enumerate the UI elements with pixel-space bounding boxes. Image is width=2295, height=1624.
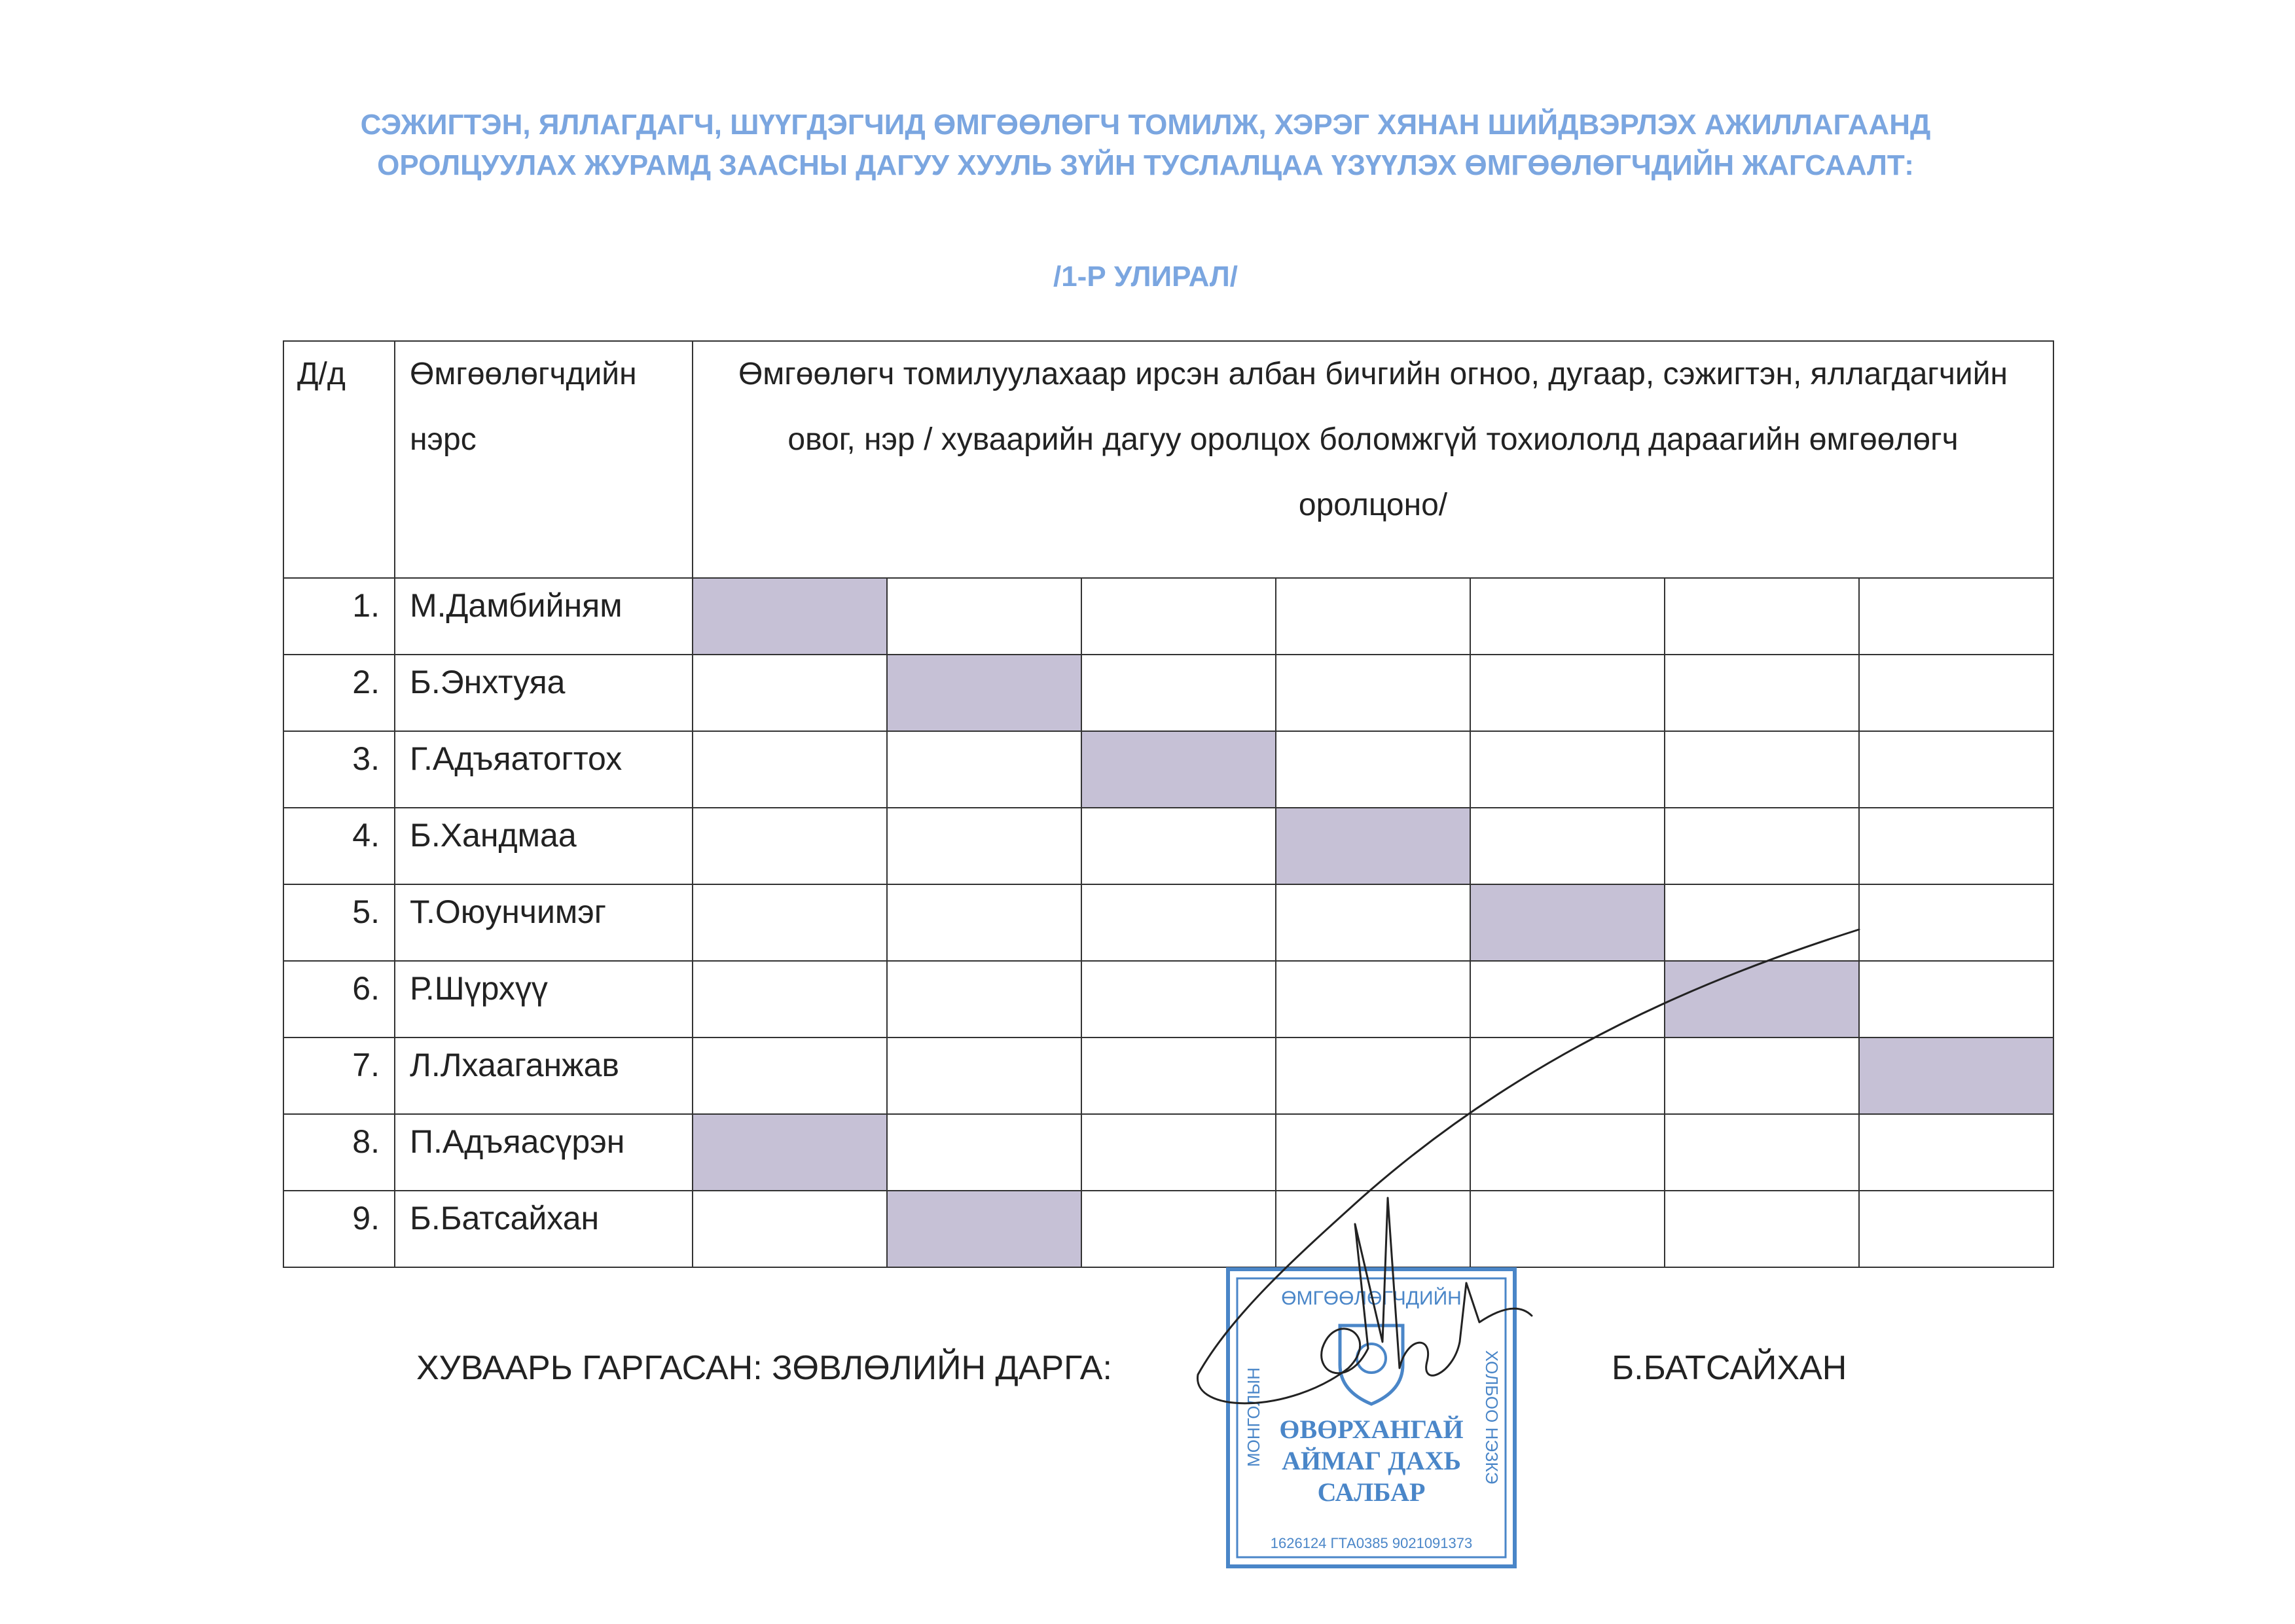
- stamp-center-line-2: АЙМАГ ДАХЬ: [1282, 1446, 1461, 1475]
- schedule-slot: [1276, 655, 1470, 731]
- assigned-slot: [693, 578, 887, 655]
- schedule-slot: [887, 808, 1081, 884]
- schedule-slot: [1470, 808, 1665, 884]
- footer-signer: Б.БАТСАЙХАН: [1612, 1349, 1847, 1387]
- schedule-slot: [887, 961, 1081, 1038]
- schedule-slot: [693, 1191, 887, 1267]
- lawyer-name: П.Адъяасүрэн: [395, 1114, 693, 1191]
- row-number: 6.: [283, 961, 395, 1038]
- schedule-slot: [1081, 808, 1276, 884]
- schedule-slot: [1081, 655, 1276, 731]
- quarter-label: /1-Р УЛИРАЛ/: [1053, 261, 1238, 293]
- header-number: Д/д: [283, 341, 395, 578]
- schedule-slot: [1859, 808, 2053, 884]
- header-row: [283, 341, 2053, 578]
- table-row: [283, 655, 2053, 731]
- stamp-left-text: МОНГОЛЫН: [1244, 1367, 1263, 1468]
- schedule-slot: [1665, 808, 1859, 884]
- schedule-slot: [1859, 1114, 2053, 1191]
- lawyer-name: Б.Батсайхан: [395, 1191, 693, 1267]
- row-number: 8.: [283, 1114, 395, 1191]
- schedule-slot: [1859, 655, 2053, 731]
- table-row: [283, 578, 2053, 655]
- stamp-center-line-3: САЛБАР: [1317, 1477, 1426, 1507]
- schedule-slot: [1665, 655, 1859, 731]
- schedule-slot: [887, 1038, 1081, 1114]
- schedule-slot: [1276, 578, 1470, 655]
- schedule-slot: [1859, 578, 2053, 655]
- row-number: 1.: [283, 578, 395, 655]
- document-title: СЭЖИГТЭН, ЯЛЛАГДАГЧ, ШҮҮГДЭГЧИД ӨМГӨӨЛӨГЧ ТОМИЛЖ, ХЭРЭГ ХЯНАН ШИЙДВЭРЛЭХ АЖИЛЛАГААНД ОРОЛЦУУЛАХ ЖУРАМД ЗААСНЫ ДАГУУ ХУУЛЬ ЗҮЙН ТУСЛАЛЦАА ҮЗҮҮЛЭХ ӨМГӨӨЛӨГЧДИЙН ЖАГСААЛТ:: [360, 109, 1931, 181]
- footer-label: ХУВААРЬ ГАРГАСАН: ЗӨВЛӨЛИЙН ДАРГА:: [416, 1349, 1112, 1387]
- schedule-slot: [1470, 655, 1665, 731]
- schedule-slot: [1859, 1191, 2053, 1267]
- schedule-slot: [693, 808, 887, 884]
- schedule-slot: [1470, 731, 1665, 808]
- lawyer-name: Г.Адъяатогтох: [395, 731, 693, 808]
- schedule-slot: [1081, 578, 1276, 655]
- schedule-slot: [693, 961, 887, 1038]
- header-description: Өмгөөлөгч томилуулахаар ирсэн албан бичгийн огноо, дугаар, сэжигтэн, яллагдагчийн овог, нэр / хуваарийн дагуу оролцох боломжгүй тохиололд дараагийн өмгөөлөгч оролцоно/: [693, 341, 2053, 578]
- schedule-slot: [693, 884, 887, 961]
- handwritten-signature: [1191, 916, 1872, 1453]
- schedule-slot: [887, 884, 1081, 961]
- schedule-slot: [1859, 884, 2053, 961]
- assigned-slot: [1276, 808, 1470, 884]
- assigned-slot: [887, 655, 1081, 731]
- row-number: 7.: [283, 1038, 395, 1114]
- schedule-slot: [1665, 578, 1859, 655]
- schedule-slot: [887, 731, 1081, 808]
- schedule-slot: [693, 1038, 887, 1114]
- assigned-slot: [693, 1114, 887, 1191]
- schedule-slot: [1859, 961, 2053, 1038]
- row-number: 2.: [283, 655, 395, 731]
- row-number: 5.: [283, 884, 395, 961]
- lawyer-name: Р.Шүрхүү: [395, 961, 693, 1038]
- lawyer-name: Б.Энхтуяа: [395, 655, 693, 731]
- schedule-slot: [1276, 731, 1470, 808]
- lawyer-name: Т.Оюунчимэг: [395, 884, 693, 961]
- row-number: 3.: [283, 731, 395, 808]
- stamp-right-text: ХОЛБОО НЭЗКЭ: [1482, 1350, 1502, 1485]
- assigned-slot: [1859, 1038, 2053, 1114]
- stamp-bottom-text: 1626124 ГТА0385 9021091373: [1270, 1535, 1473, 1551]
- lawyer-name: Л.Лхааганжав: [395, 1038, 693, 1114]
- lawyer-name: М.Дамбийням: [395, 578, 693, 655]
- assigned-slot: [1081, 731, 1276, 808]
- schedule-slot: [1470, 578, 1665, 655]
- table-row: [283, 731, 2053, 808]
- stamp-top-text: ӨМГӨӨЛӨГЧДИЙН: [1281, 1288, 1462, 1309]
- schedule-slot: [887, 578, 1081, 655]
- row-number: 9.: [283, 1191, 395, 1267]
- lawyer-name: Б.Хандмаа: [395, 808, 693, 884]
- assigned-slot: [887, 1191, 1081, 1267]
- schedule-slot: [693, 655, 887, 731]
- schedule-slot: [1859, 731, 2053, 808]
- header-name: Өмгөөлөгчдийн нэрс: [395, 341, 693, 578]
- stamp-center-line-1: ӨВӨРХАНГАЙ: [1279, 1415, 1464, 1444]
- row-number: 4.: [283, 808, 395, 884]
- table-row: [283, 808, 2053, 884]
- schedule-slot: [887, 1114, 1081, 1191]
- schedule-slot: [1665, 731, 1859, 808]
- schedule-slot: [693, 731, 887, 808]
